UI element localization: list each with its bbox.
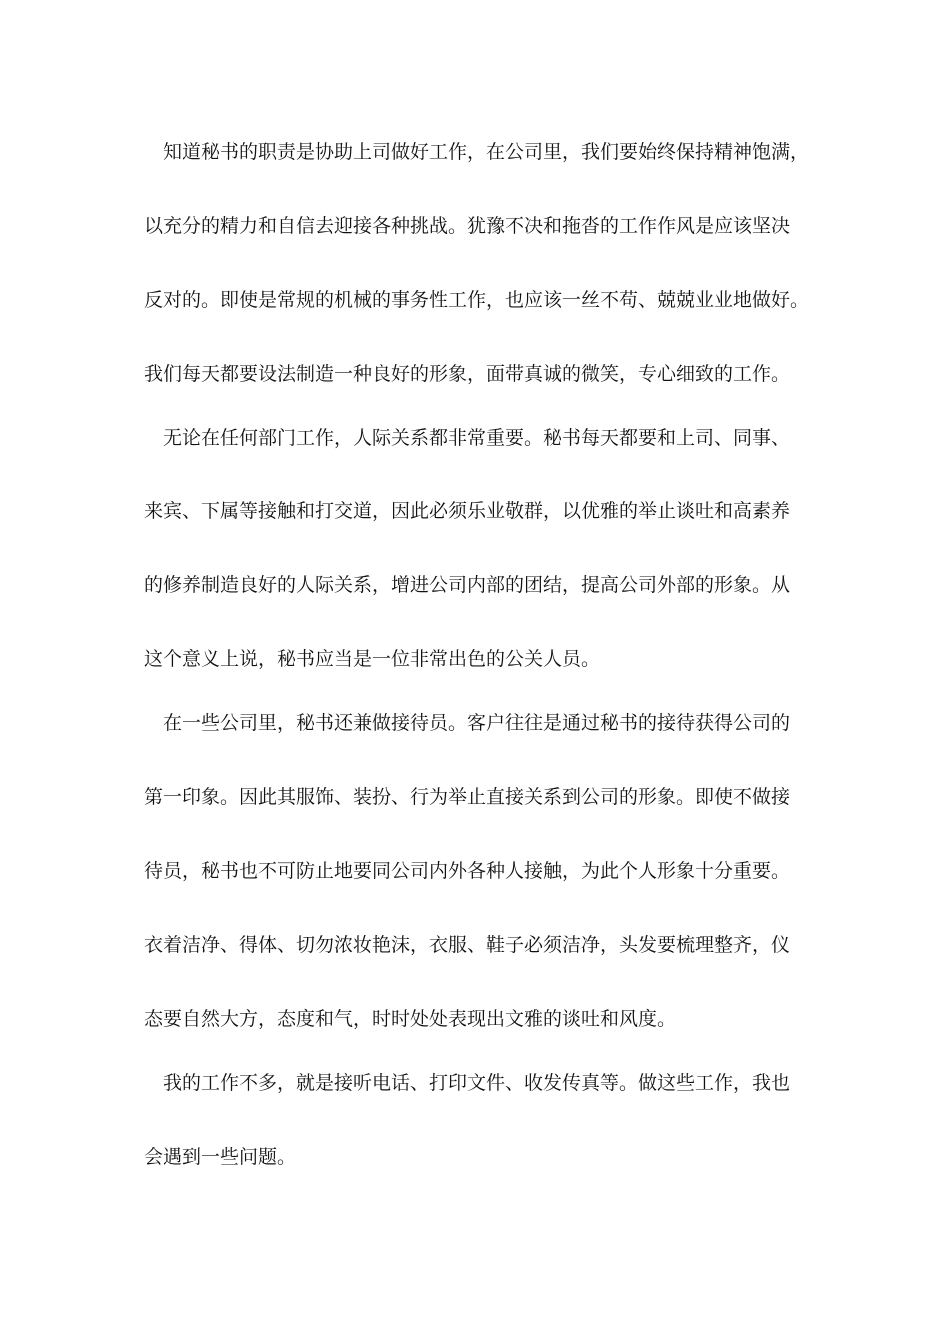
paragraph-2-line-3: 的修养制造良好的人际关系，增进公司内部的团结，提高公司外部的形象。从 xyxy=(144,574,791,596)
paragraph-3-line-5: 态要自然大方，态度和气，时时处处表现出文雅的谈吐和风度。 xyxy=(144,1008,677,1030)
paragraph-4-line-2: 会遇到一些问题。 xyxy=(144,1146,297,1168)
paragraph-2-line-4: 这个意义上说，秘书应当是一位非常出色的公关人员。 xyxy=(144,648,601,670)
paragraph-4-line-1: 我的工作不多，就是接听电话、打印文件、收发传真等。做这些工作，我也 xyxy=(163,1072,791,1094)
paragraph-3-line-3: 待员，秘书也不可防止地要同公司内外各种人接触，为此个人形象十分重要。 xyxy=(144,860,791,882)
paragraph-1-line-1: 知道秘书的职责是协助上司做好工作，在公司里，我们要始终保持精神饱满， xyxy=(163,141,810,163)
paragraph-2-line-2: 来宾、下属等接触和打交道，因此必须乐业敬群，以优雅的举止谈吐和高素养 xyxy=(144,500,791,522)
paragraph-1-line-4: 我们每天都要设法制造一种良好的形象，面带真诚的微笑，专心细致的工作。 xyxy=(144,363,791,385)
paragraph-3-line-1: 在一些公司里，秘书还兼做接待员。客户往往是通过秘书的接待获得公司的 xyxy=(163,712,791,734)
paragraph-2-line-1: 无论在任何部门工作，人际关系都非常重要。秘书每天都要和上司、同事、 xyxy=(163,427,791,449)
paragraph-3-line-2: 第一印象。因此其服饰、装扮、行为举止直接关系到公司的形象。即使不做接 xyxy=(144,786,791,808)
paragraph-1-line-3: 反对的。即使是常规的机械的事务性工作，也应该一丝不苟、兢兢业业地做好。 xyxy=(144,289,810,311)
paragraph-1-line-2: 以充分的精力和自信去迎接各种挑战。犹豫不决和拖沓的工作作风是应该坚决 xyxy=(144,215,791,237)
paragraph-3-line-4: 衣着洁净、得体、切勿浓妆艳沫，衣服、鞋子必须洁净，头发要梳理整齐，仪 xyxy=(144,934,791,956)
